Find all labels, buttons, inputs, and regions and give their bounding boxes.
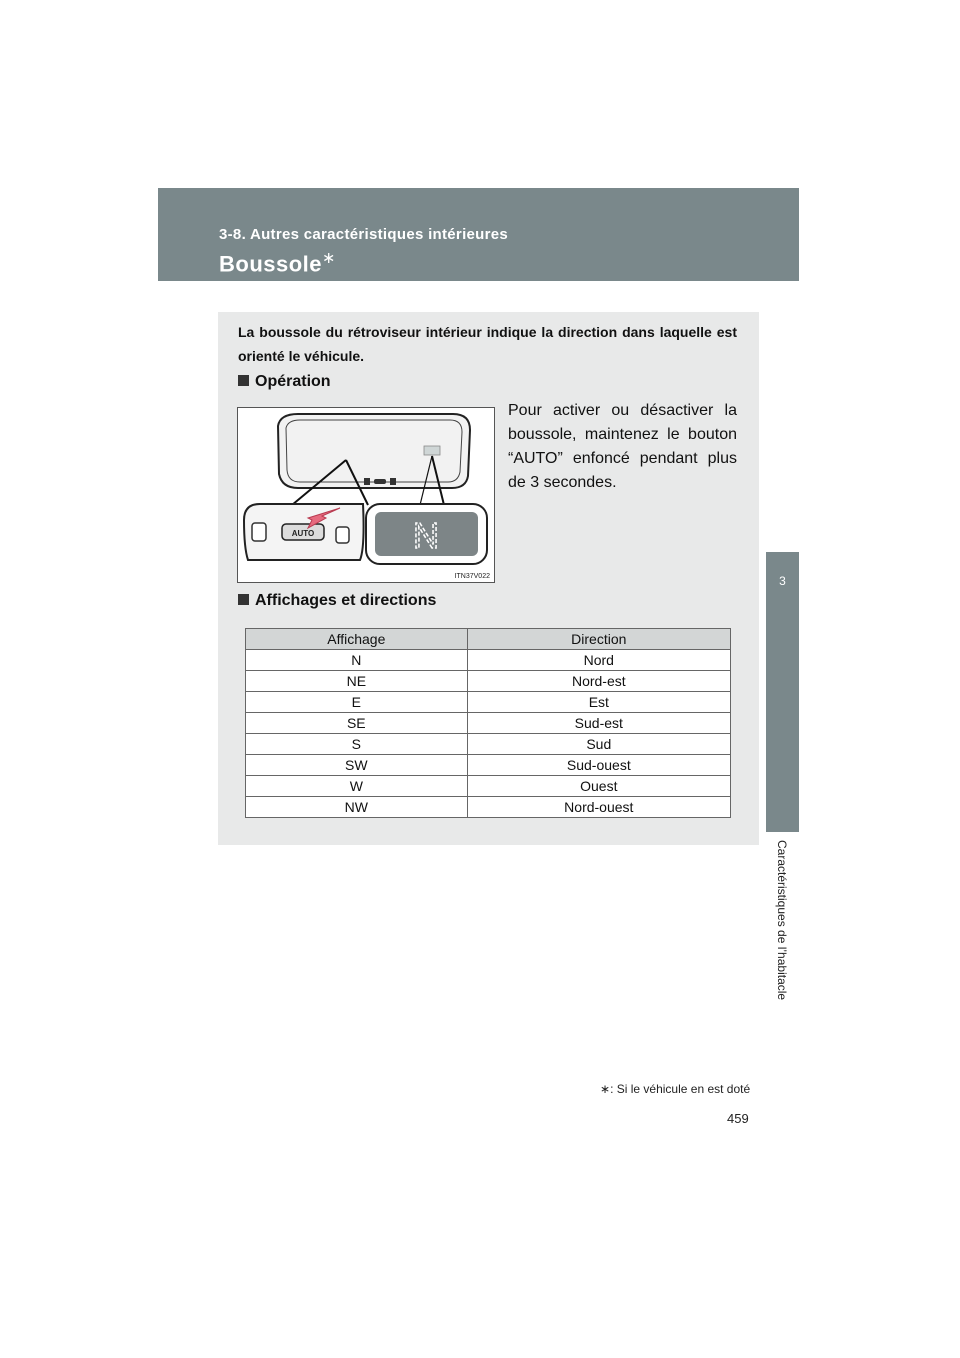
table-row bbox=[246, 797, 731, 818]
directions-table bbox=[245, 628, 731, 818]
mirror-auto-button-small bbox=[374, 479, 386, 484]
displays-heading-text: Affichages et directions bbox=[255, 592, 437, 609]
display-cell: SE bbox=[246, 713, 468, 734]
table-row bbox=[246, 776, 731, 797]
mirror-button-right bbox=[390, 478, 396, 485]
operation-heading-text: Opération bbox=[255, 373, 331, 390]
displays-heading bbox=[238, 592, 436, 610]
compass-display-letter: N bbox=[413, 515, 439, 556]
mirror-illustration-svg bbox=[238, 408, 494, 582]
table-row bbox=[246, 650, 731, 671]
footnote-mark: ∗ bbox=[600, 1082, 611, 1096]
optional-equipment-mark: ∗ bbox=[322, 250, 336, 267]
rear-view-mirror bbox=[278, 414, 470, 488]
direction-cell: Nord-ouest bbox=[467, 797, 730, 818]
right-side-button bbox=[336, 527, 349, 543]
direction-cell: Ouest bbox=[467, 776, 730, 797]
display-cell: NW bbox=[246, 797, 468, 818]
table-row bbox=[246, 692, 731, 713]
column-header: Direction bbox=[467, 629, 730, 650]
direction-cell: Sud bbox=[467, 734, 730, 755]
display-cell: N bbox=[246, 650, 468, 671]
table-row bbox=[246, 671, 731, 692]
page-title-text: Boussole bbox=[219, 251, 323, 277]
footnote-text: : Si le véhicule en est doté bbox=[610, 1082, 751, 1096]
intro-text: La boussole du rétroviseur intérieur indique la direction dans laquelle est orienté le véhicule. bbox=[238, 324, 737, 364]
chapter-number: 3 bbox=[779, 574, 786, 588]
operation-text: Pour activer ou désactiver la boussole, maintenez le bouton “AUTO” enfoncé pendant plus de 3 secondes. bbox=[508, 402, 737, 491]
chapter-tab bbox=[766, 552, 799, 832]
display-cell: SW bbox=[246, 755, 468, 776]
direction-cell: Sud-est bbox=[467, 713, 730, 734]
figure-code: ITN37V022 bbox=[454, 573, 490, 580]
square-bullet-icon bbox=[238, 375, 249, 386]
square-bullet-icon bbox=[238, 594, 249, 605]
display-cell: E bbox=[246, 692, 468, 713]
display-cell: NE bbox=[246, 671, 468, 692]
table-row bbox=[246, 713, 731, 734]
direction-cell: Nord-est bbox=[467, 671, 730, 692]
direction-cell: Est bbox=[467, 692, 730, 713]
direction-cell: Nord bbox=[467, 650, 730, 671]
left-side-button bbox=[252, 523, 266, 541]
direction-cell: Sud-ouest bbox=[467, 755, 730, 776]
mirror-illustration bbox=[237, 407, 495, 583]
mirror-display-window bbox=[424, 446, 440, 455]
operation-heading bbox=[238, 373, 331, 391]
mirror-button-left bbox=[364, 478, 370, 485]
footnote bbox=[600, 1082, 750, 1096]
display-cell: S bbox=[246, 734, 468, 755]
chapter-header bbox=[158, 188, 799, 281]
table-row bbox=[246, 734, 731, 755]
content-box bbox=[218, 312, 759, 845]
table-header-row bbox=[246, 629, 731, 650]
page-title bbox=[219, 248, 336, 277]
column-header: Affichage bbox=[246, 629, 468, 650]
page-number: 459 bbox=[727, 1111, 749, 1126]
display-cell: W bbox=[246, 776, 468, 797]
chapter-caption-container bbox=[766, 840, 799, 1140]
table-row bbox=[246, 755, 731, 776]
section-label: 3-8. Autres caractéristiques intérieures bbox=[219, 226, 509, 243]
chapter-caption: Caractéristiques de l’habitacle bbox=[775, 840, 789, 1001]
auto-button-label: AUTO bbox=[291, 529, 315, 538]
